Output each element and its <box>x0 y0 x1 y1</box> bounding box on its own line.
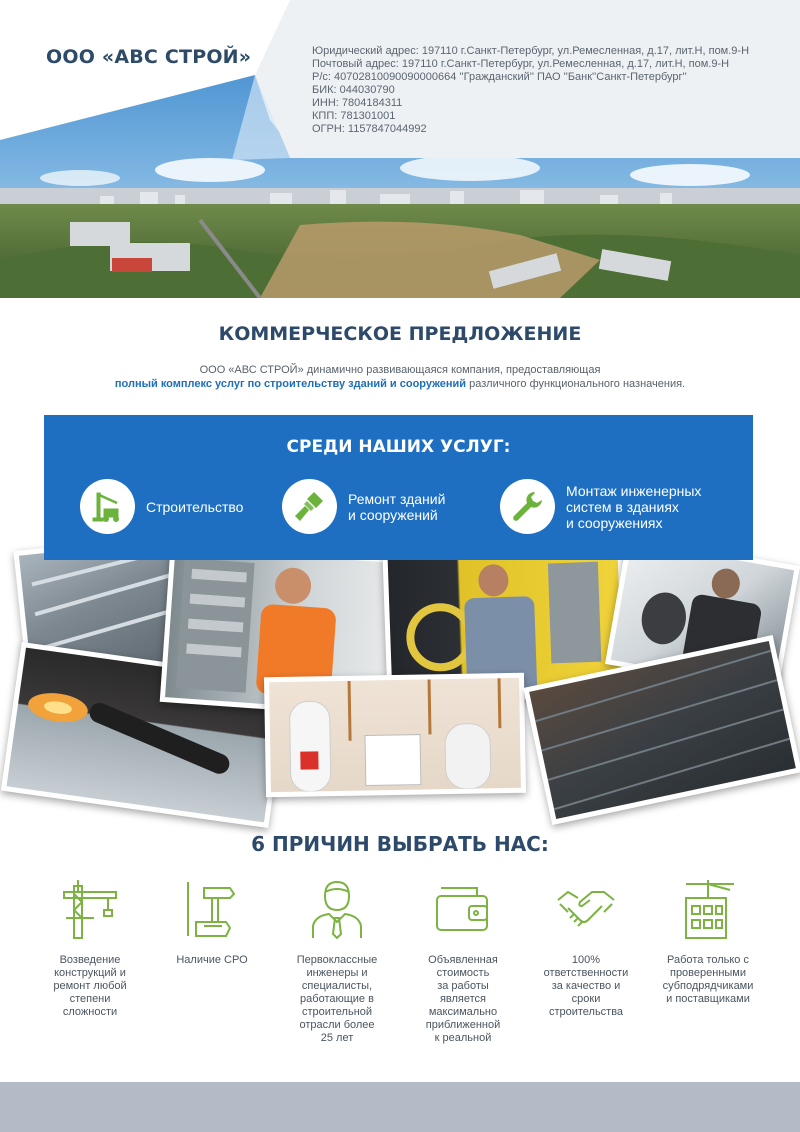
service-icon-circle <box>500 479 555 534</box>
photo-collage <box>0 530 800 830</box>
hammer-hand-icon <box>182 878 242 940</box>
service-label: Монтаж инженерных систем в зданиях и сооружениях <box>566 483 702 531</box>
offer-highlight: полный комплекс услуг по строительству зданий и сооружений <box>114 378 467 390</box>
offer-line-2-rest: различного функционального назначения. <box>466 378 686 390</box>
services-title: СРЕДИ НАШИХ УСЛУГ: <box>286 437 511 457</box>
reason-item <box>658 878 758 1006</box>
reason-text: 100% ответственности за качество и сроки строительства <box>543 954 629 1018</box>
reason-text: Наличие СРО <box>176 954 248 966</box>
service-label: Строительство <box>146 499 244 515</box>
engineer-icon <box>307 878 367 940</box>
offer-line-2 <box>0 377 800 391</box>
legal-address: Юридический адрес: 197110 г.Санкт-Петербург, ул.Ремесленная, д.17, лит.Н, пом.9-Н <box>312 45 750 57</box>
crane-icon <box>90 489 125 524</box>
service-icon-circle <box>282 479 337 534</box>
service-label: Ремонт зданий и сооружений <box>348 491 446 523</box>
service-icon-circle <box>80 479 135 534</box>
ogrn: ОГРН: 1157847044992 <box>312 123 427 135</box>
offer-description <box>0 363 800 391</box>
reason-item <box>287 878 387 1045</box>
building-crane-icon <box>678 878 738 940</box>
tower-crane-icon <box>60 878 120 940</box>
company-name: ООО «АВС СТРОЙ» <box>46 46 252 68</box>
offer-line-1: ООО «АВС СТРОЙ» динамично развивающаяся компания, предоставляющая <box>199 364 601 376</box>
wrench-icon <box>510 489 545 524</box>
company-requisites <box>312 45 782 136</box>
handshake-icon <box>556 878 616 940</box>
bank-account: Р/с: 40702810090090000664 ''Гражданский'' ПАО ''Банк''Санкт-Петербург'' <box>312 71 687 83</box>
reason-item <box>40 878 140 1019</box>
reason-item <box>162 878 262 967</box>
paint-brush-icon <box>292 489 327 524</box>
services-panel <box>44 415 753 560</box>
header-hero <box>0 0 800 298</box>
reason-item <box>536 878 636 1019</box>
kpp: КПП: 781301001 <box>312 110 396 122</box>
bik: БИК: 044030790 <box>312 84 395 96</box>
reason-item <box>413 878 513 1045</box>
wallet-icon <box>433 878 493 940</box>
reason-text: Первоклассные инженеры и специалисты, работающие в строительной отрасли более 25 лет <box>296 954 378 1044</box>
reason-text: Возведение конструкций и ремонт любой степени сложности <box>53 954 127 1018</box>
footer-bar <box>0 1082 800 1132</box>
offer-title: КОММЕРЧЕСКОЕ ПРЕДЛОЖЕНИЕ <box>218 323 582 345</box>
postal-address: Почтовый адрес: 197110 г.Санкт-Петербург, ул.Ремесленная, д.17, лит.Н, пом.9-Н <box>312 58 730 70</box>
reason-text: Объявленная стоимость за работы является максимально приближенной к реальной <box>425 954 501 1044</box>
boiler-room-photo <box>264 673 526 798</box>
reasons-title: 6 ПРИЧИН ВЫБРАТЬ НАС: <box>251 832 549 856</box>
inn: ИНН: 7804184311 <box>312 97 403 109</box>
reason-text: Работа только с проверенными субподрядчиками и поставщиками <box>662 954 754 1005</box>
